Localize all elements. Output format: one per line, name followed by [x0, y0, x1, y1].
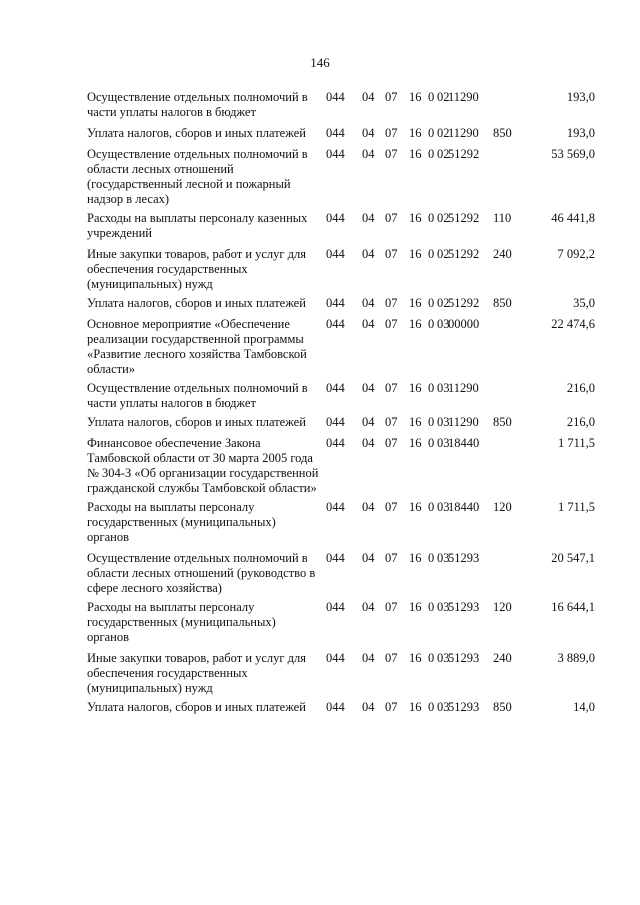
direction-code: 02 [437, 147, 450, 161]
section-code: 04 [362, 247, 375, 261]
direction-code: 03 [437, 415, 450, 429]
expense-type-code: 850 [493, 126, 512, 140]
row-description: Осуществление отдельных полномочий в части уплаты налогов в бюджет [87, 381, 308, 410]
table-row [87, 211, 607, 241]
row-description: Уплата налогов, сборов и иных платежей [87, 415, 306, 429]
program-code: 16 [409, 317, 422, 331]
direction-code: 03 [437, 600, 450, 614]
subprogram-code: 0 [428, 700, 435, 714]
program-code: 16 [409, 147, 422, 161]
subprogram-code: 0 [428, 651, 435, 665]
expense-code: 11290 [448, 90, 479, 104]
program-code: 16 [409, 415, 422, 429]
amount: 3 889,0 [557, 651, 595, 665]
program-code: 16 [409, 90, 422, 104]
subprogram-code: 0 [428, 381, 435, 395]
section-code: 04 [362, 211, 375, 225]
subsection-code: 07 [385, 500, 398, 514]
row-description: Иные закупки товаров, работ и услуг для обеспечения государственных (муниципальных) нужд [87, 247, 307, 291]
ministry-code: 044 [326, 551, 345, 565]
table-row [87, 600, 607, 645]
row-description: Осуществление отдельных полномочий в части уплаты налогов в бюджет [87, 90, 308, 119]
amount: 14,0 [573, 700, 595, 714]
section-code: 04 [362, 700, 375, 714]
subsection-code: 07 [385, 247, 398, 261]
budget-table [87, 90, 607, 715]
expense-type-code: 240 [493, 651, 512, 665]
section-code: 04 [362, 381, 375, 395]
direction-code: 03 [437, 500, 450, 514]
section-code: 04 [362, 90, 375, 104]
page-number: 146 [310, 55, 330, 70]
subsection-code: 07 [385, 147, 398, 161]
ministry-code: 044 [326, 600, 345, 614]
section-code: 04 [362, 600, 375, 614]
section-code: 04 [362, 436, 375, 450]
subprogram-code: 0 [428, 415, 435, 429]
row-description: Расходы на выплаты персоналу казенных учреждений [87, 211, 308, 240]
expense-type-code: 240 [493, 247, 512, 261]
expense-code: 51293 [448, 651, 480, 665]
direction-code: 03 [437, 551, 450, 565]
subsection-code: 07 [385, 551, 398, 565]
ministry-code: 044 [326, 651, 345, 665]
direction-code: 03 [437, 381, 450, 395]
expense-type-code: 110 [493, 211, 512, 225]
program-code: 16 [409, 211, 422, 225]
table-row [87, 651, 607, 696]
direction-code: 03 [437, 700, 450, 714]
subsection-code: 07 [385, 700, 398, 714]
direction-code: 02 [437, 211, 450, 225]
subprogram-code: 0 [428, 147, 435, 161]
ministry-code: 044 [326, 317, 345, 331]
row-description: Расходы на выплаты персоналу государственных (муниципальных) органов [87, 600, 276, 644]
expense-type-code: 120 [493, 600, 512, 614]
section-code: 04 [362, 551, 375, 565]
amount: 20 547,1 [551, 551, 595, 565]
subprogram-code: 0 [428, 211, 435, 225]
subprogram-code: 0 [428, 247, 435, 261]
subprogram-code: 0 [428, 551, 435, 565]
subprogram-code: 0 [428, 317, 435, 331]
ministry-code: 044 [326, 211, 345, 225]
table-row [87, 700, 607, 715]
direction-code: 03 [437, 651, 450, 665]
expense-code: 51292 [448, 247, 480, 261]
section-code: 04 [362, 317, 375, 331]
ministry-code: 044 [326, 296, 345, 310]
expense-code: 51293 [448, 600, 480, 614]
ministry-code: 044 [326, 90, 345, 104]
expense-code: 51292 [448, 296, 480, 310]
row-description: Финансовое обеспечение Закона Тамбовской области от 30 марта 2005 года № 304-З «Об организации государственной гражданской службы Тамбовской области» [87, 436, 319, 495]
ministry-code: 044 [326, 247, 345, 261]
amount: 193,0 [566, 90, 595, 104]
row-description: Основное мероприятие «Обеспечение реализации государственной программы «Развитие лесного хозяйства Тамбовской области» [87, 317, 307, 376]
subprogram-code: 0 [428, 90, 435, 104]
subsection-code: 07 [385, 436, 398, 450]
subsection-code: 07 [385, 211, 398, 225]
expense-code: 51292 [448, 211, 480, 225]
subsection-code: 07 [385, 381, 398, 395]
expense-type-code: 850 [493, 415, 512, 429]
row-description: Уплата налогов, сборов и иных платежей [87, 126, 306, 140]
subsection-code: 07 [385, 651, 398, 665]
expense-code: 51293 [448, 551, 480, 565]
section-code: 04 [362, 415, 375, 429]
subprogram-code: 0 [428, 436, 435, 450]
program-code: 16 [409, 700, 422, 714]
ministry-code: 044 [326, 500, 345, 514]
section-code: 04 [362, 500, 375, 514]
section-code: 04 [362, 296, 375, 310]
expense-type-code: 850 [493, 296, 512, 310]
row-description: Расходы на выплаты персоналу государственных (муниципальных) органов [87, 500, 276, 544]
expense-code: 18440 [448, 500, 480, 514]
amount: 216,0 [566, 415, 595, 429]
subsection-code: 07 [385, 296, 398, 310]
program-code: 16 [409, 500, 422, 514]
row-description: Иные закупки товаров, работ и услуг для обеспечения государственных (муниципальных) нужд [87, 651, 307, 695]
expense-code: 51292 [448, 147, 480, 161]
section-code: 04 [362, 147, 375, 161]
subsection-code: 07 [385, 317, 398, 331]
subsection-code: 07 [385, 415, 398, 429]
subprogram-code: 0 [428, 600, 435, 614]
table-row [87, 126, 607, 141]
amount: 35,0 [573, 296, 595, 310]
direction-code: 03 [437, 317, 450, 331]
expense-type-code: 850 [493, 700, 512, 714]
expense-code: 11290 [448, 381, 479, 395]
direction-code: 02 [437, 126, 450, 140]
subsection-code: 07 [385, 126, 398, 140]
table-row [87, 381, 607, 411]
program-code: 16 [409, 247, 422, 261]
amount: 216,0 [566, 381, 595, 395]
ministry-code: 044 [326, 147, 345, 161]
ministry-code: 044 [326, 415, 345, 429]
expense-type-code: 120 [493, 500, 512, 514]
table-row [87, 317, 607, 377]
table-row [87, 415, 607, 430]
direction-code: 02 [437, 247, 450, 261]
direction-code: 03 [437, 436, 450, 450]
row-description: Осуществление отдельных полномочий в области лесных отношений (государственный лесной и пожарный надзор в лесах) [87, 147, 308, 206]
expense-code: 11290 [448, 415, 479, 429]
program-code: 16 [409, 600, 422, 614]
table-row [87, 247, 607, 292]
row-description: Уплата налогов, сборов и иных платежей [87, 296, 306, 310]
subsection-code: 07 [385, 600, 398, 614]
ministry-code: 044 [326, 436, 345, 450]
row-description: Осуществление отдельных полномочий в области лесных отношений (руководство в сфере лесного хозяйства) [87, 551, 316, 595]
expense-code: 11290 [448, 126, 479, 140]
amount: 7 092,2 [557, 247, 595, 261]
subsection-code: 07 [385, 90, 398, 104]
program-code: 16 [409, 651, 422, 665]
row-description: Уплата налогов, сборов и иных платежей [87, 700, 306, 714]
expense-code: 18440 [448, 436, 480, 450]
subprogram-code: 0 [428, 296, 435, 310]
section-code: 04 [362, 126, 375, 140]
table-row [87, 90, 607, 120]
amount: 22 474,6 [551, 317, 595, 331]
ministry-code: 044 [326, 381, 345, 395]
program-code: 16 [409, 381, 422, 395]
direction-code: 02 [437, 90, 450, 104]
program-code: 16 [409, 126, 422, 140]
subprogram-code: 0 [428, 500, 435, 514]
table-row [87, 436, 607, 496]
expense-code: 00000 [448, 317, 480, 331]
table-row [87, 296, 607, 311]
subprogram-code: 0 [428, 126, 435, 140]
amount: 193,0 [566, 126, 595, 140]
expense-code: 51293 [448, 700, 480, 714]
program-code: 16 [409, 551, 422, 565]
program-code: 16 [409, 296, 422, 310]
table-row [87, 147, 607, 207]
amount: 46 441,8 [551, 211, 595, 225]
table-row [87, 500, 607, 545]
table-row [87, 551, 607, 596]
ministry-code: 044 [326, 700, 345, 714]
direction-code: 02 [437, 296, 450, 310]
program-code: 16 [409, 436, 422, 450]
amount: 53 569,0 [551, 147, 595, 161]
ministry-code: 044 [326, 126, 345, 140]
amount: 16 644,1 [551, 600, 595, 614]
amount: 1 711,5 [557, 500, 595, 514]
amount: 1 711,5 [557, 436, 595, 450]
section-code: 04 [362, 651, 375, 665]
